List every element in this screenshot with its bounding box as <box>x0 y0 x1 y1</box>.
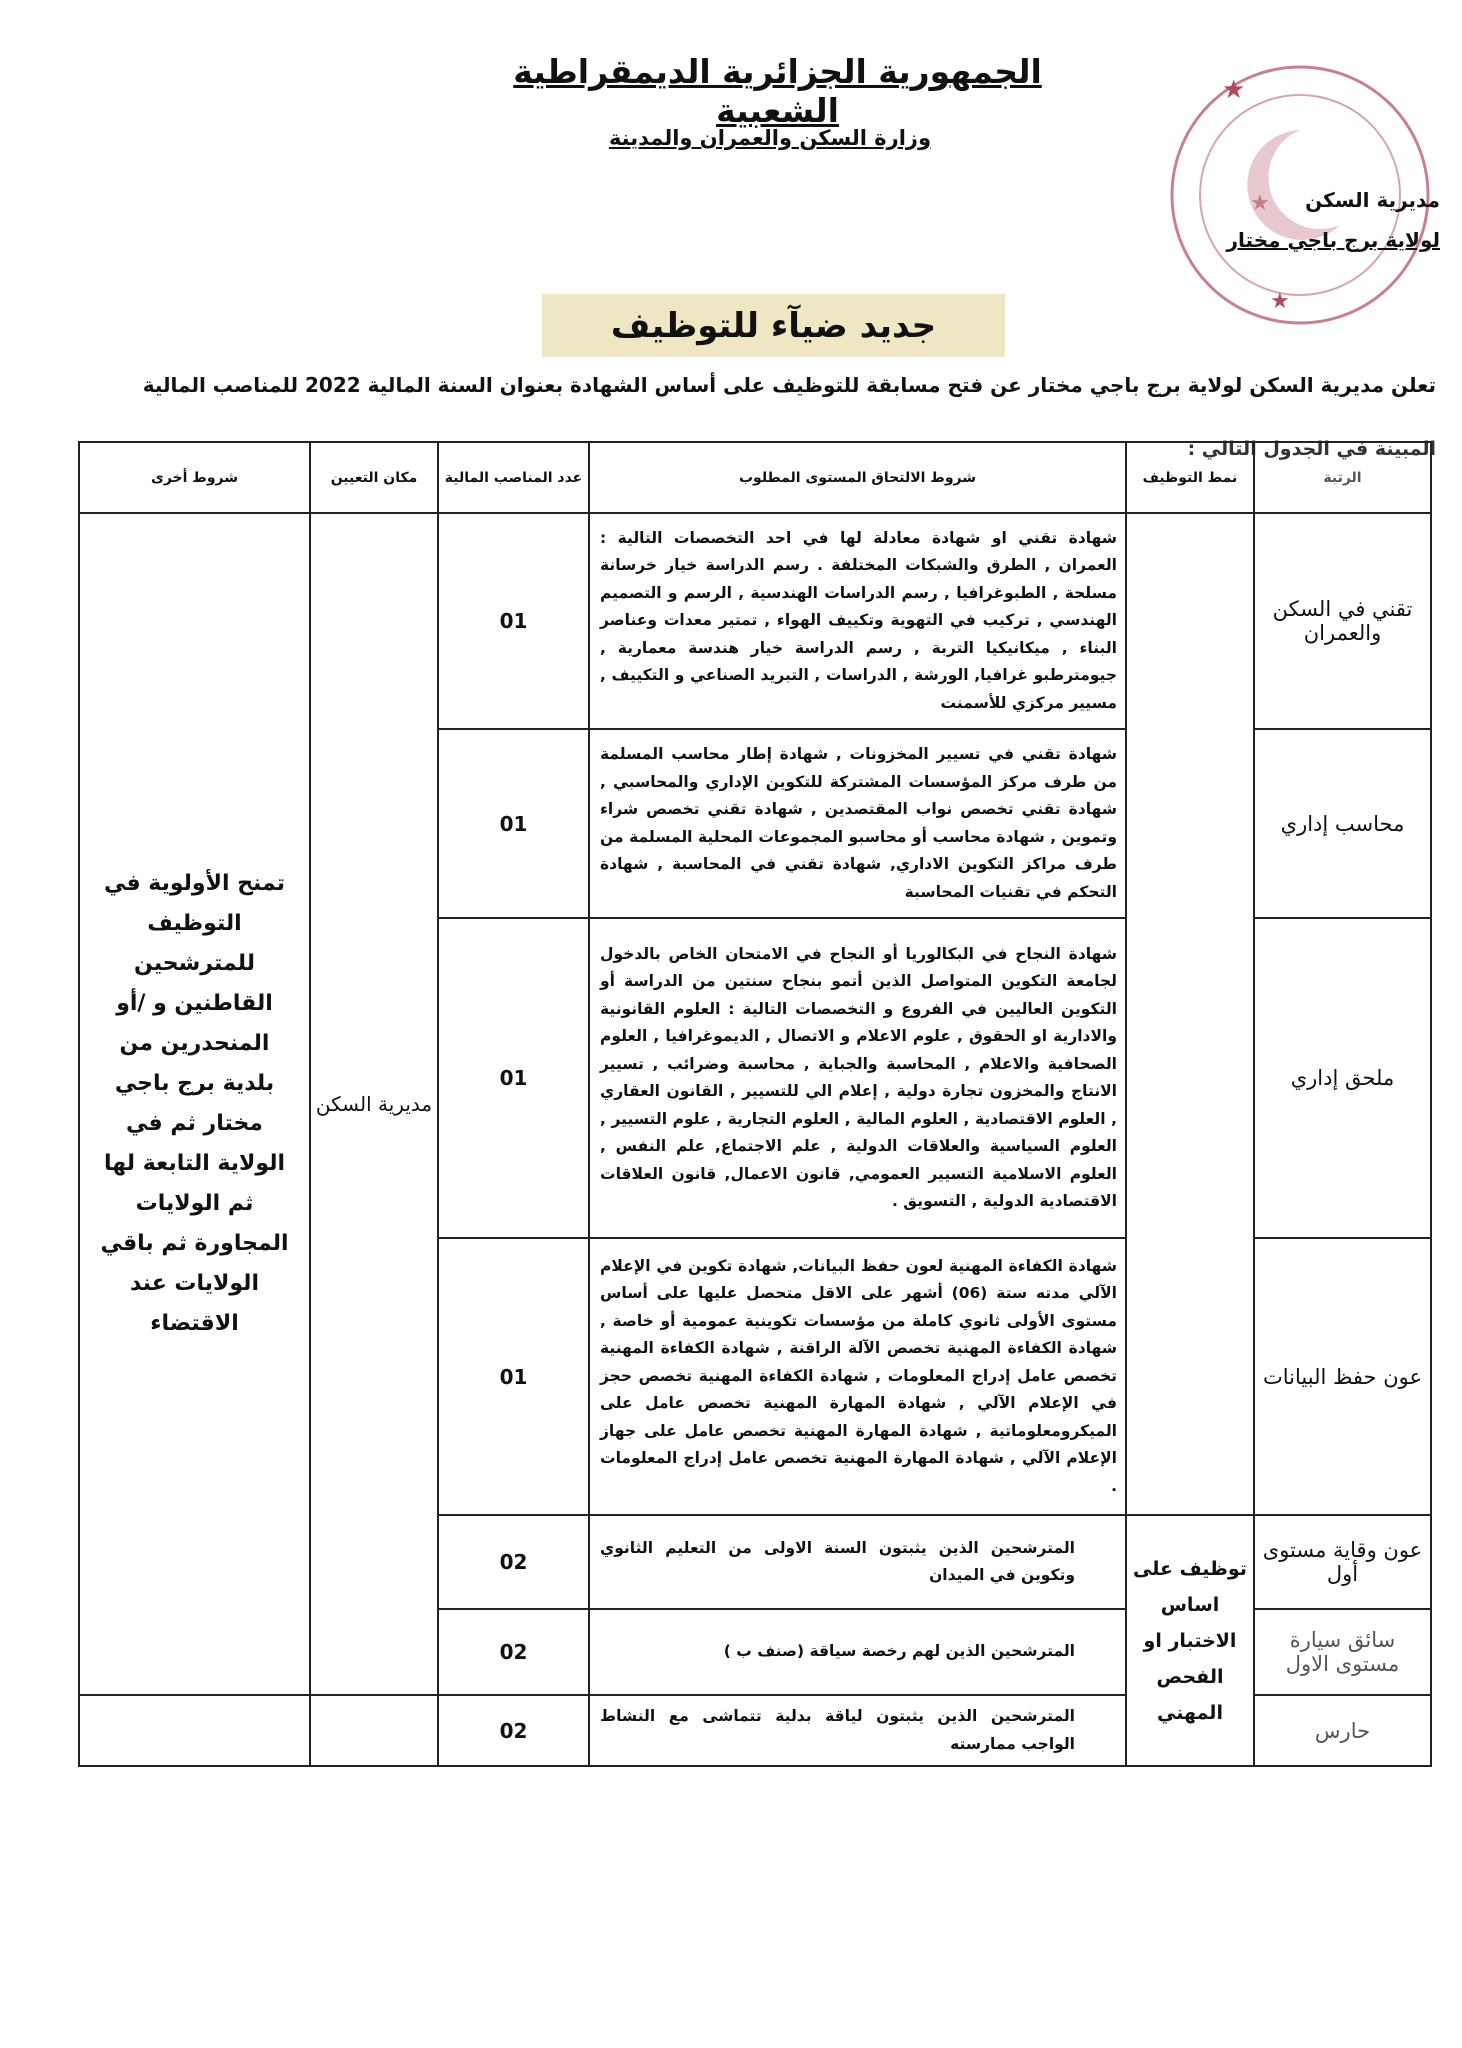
conditions-cell: شهادة تقني او شهادة معادلة لها في احد التخصصات التالية : العمران , الطرق والشبكات المختلفة . رسم الدراسة خيار خرسانة مسلحة , الطبوغرافيا , رسم الدراسات الهندسية , الرسم و التصميم الهندسي , تركيب في التهوية وتكييف الهواء , تمتير معدات وعناصر البناء , ميكانيكيا التربة , رسم الدراسة خيار هندسة معمارية , جيومترطبو غرافيا, الورشة , الدراسات , التبريد الصناعي و التكييف , مسيير مركزي للأسمنت <box>589 513 1126 729</box>
header-rank: الرتبة <box>1254 442 1431 513</box>
conditions-cell: شهادة تقني في تسيير المخزونات , شهادة إطار محاسب المسلمة من طرف مركز المؤسسات المشتركة للتكوين الإداري والمحاسبي , شهادة تقني تخصص نواب المقتصدين , شهادة تقني تخصص شراء وتموين , شهادة محاسب أو محاسبو المجموعات المحلية المسلمة من طرف مراكز التكوين الاداري, شهادة تقني في المحاسبة , شهادة التحكم في تقنيات المحاسبة <box>589 729 1126 918</box>
ministry-heading: وزارة السكن والعمران والمدينة <box>608 126 932 150</box>
header-other: شروط أخرى <box>79 442 310 513</box>
place-cell-empty <box>310 1695 438 1766</box>
stamp-text-province: لولاية برج باجي مختار <box>1226 228 1440 252</box>
rank-cell: تقني في السكن والعمران <box>1254 513 1431 729</box>
type-cell-empty <box>1126 513 1254 1515</box>
intro-text-continued: المبينة في الجدول التالي : <box>1187 438 1436 460</box>
rank-cell: محاسب إداري <box>1254 729 1431 918</box>
rank-cell: ملحق إداري <box>1254 918 1431 1238</box>
header-count: عدد المناصب المالية <box>438 442 589 513</box>
header-place: مكان التعيين <box>310 442 438 513</box>
svg-text:★: ★ <box>1222 75 1246 105</box>
svg-text:★: ★ <box>1270 289 1290 314</box>
type-cell: توظيف على اساس الاختبار او الفحص المهني <box>1126 1515 1254 1766</box>
rank-cell: حارس <box>1254 1695 1431 1766</box>
other-conditions-cell: تمنح الأولوية في التوظيف للمترشحين القاطنين و /أو المنحدرين من بلدية برج باجي مختار ثم في الولاية التابعة لها ثم الولايات المجاورة ثم باقي الولايات عند الاقتضاء <box>79 513 310 1695</box>
rank-cell: عون حفظ البيانات <box>1254 1238 1431 1515</box>
table-row <box>79 513 1431 729</box>
rank-cell: سائق سيارة مستوى الاول <box>1254 1609 1431 1695</box>
stamp-text-directorate: مديرية السكن <box>1305 188 1440 212</box>
place-cell: مديرية السكن <box>310 513 438 1695</box>
header-conditions: شروط الالتحاق المستوى المطلوب <box>589 442 1126 513</box>
conditions-cell: المترشحين الذين يثبتون لياقة بدلية تتماشى مع النشاط الواجب ممارسته <box>589 1695 1126 1766</box>
svg-text:★: ★ <box>1250 191 1270 216</box>
intro-text: تعلن مديرية السكن لولاية برج باجي مختار عن فتح مسابقة للتوظيف على أساس الشهادة بعنوان السنة المالية 2022 للمناصب المالية <box>142 373 1436 397</box>
count-cell: 01 <box>438 918 589 1238</box>
other-cell-empty <box>79 1695 310 1766</box>
count-cell: 01 <box>438 729 589 918</box>
count-cell: 02 <box>438 1515 589 1609</box>
official-stamp <box>1150 60 1450 330</box>
rank-cell: عون وقاية مستوى أول <box>1254 1515 1431 1609</box>
republic-heading: الجمهورية الجزائرية الديمقراطية الشعبية <box>513 52 1042 130</box>
conditions-cell: شهادة النجاح في البكالوريا أو النجاح في الامتحان الخاص بالدخول لجامعة التكوين المتواصل الذين أتمو بنجاح سنتين من الدراسة أو التكوين العاليين في الفروع و التخصصات التالية : العلوم القانونية والادارية او الحقوق , علوم الاعلام و الاتصال , الديموغرافيا , العلوم الصحافية والاعلام , المحاسبة والجباية , محاسبة وضرائب , تسيير الانتاج والمخزون تجارة دولية , إعلام الي للتسيير , القانون العقاري , العلوم الاقتصادية , العلوم المالية , العلوم التجارية , علوم التسيير , العلوم السياسية والعلاقات الدولية , علم الاجتماع, علم النفس , العلوم الاسلامية التسيير العمومي, قانون الاعمال, قانون العلاقات الاقتصادية الدولية , التسويق . <box>589 918 1126 1238</box>
banner: جديد ضيآء للتوظيف <box>542 294 1005 357</box>
count-cell: 02 <box>438 1695 589 1766</box>
header-type: نمط التوظيف <box>1126 442 1254 513</box>
conditions-cell: المترشحين الذين لهم رخصة سياقة (صنف ب ) <box>589 1609 1126 1695</box>
count-cell: 02 <box>438 1609 589 1695</box>
count-cell: 01 <box>438 513 589 729</box>
conditions-cell: المترشحين الذين يثبتون السنة الاولى من التعليم الثانوي وتكوين في الميدان <box>589 1515 1126 1609</box>
conditions-cell: شهادة الكفاءة المهنية لعون حفظ البيانات, شهادة تكوين في الإعلام الآلي مدته ستة (06) أشهر على الاقل متحصل عليها على أساس مستوى الأولى ثانوي كاملة من مؤسسات تكوينية عمومية أو خاصة , شهادة الكفاءة المهنية تخصص الآلة الراقنة , شهادة الكفاءة المهنية تخصص عامل إدراج المعلومات , شهادة الكفاءة المهنية تخصص حجز في الإعلام الآلي , شهادة المهارة المهنية تخصص عامل على الميكرومعلوماتية , شهادة المهارة المهنية تخصص عامل على جهاز الإعلام الآلي , شهادة المهارة المهنية تخصص عامل إدراج المعلومات . <box>589 1238 1126 1515</box>
positions-table <box>78 441 1432 1767</box>
table-header-row <box>79 442 1431 513</box>
count-cell: 01 <box>438 1238 589 1515</box>
